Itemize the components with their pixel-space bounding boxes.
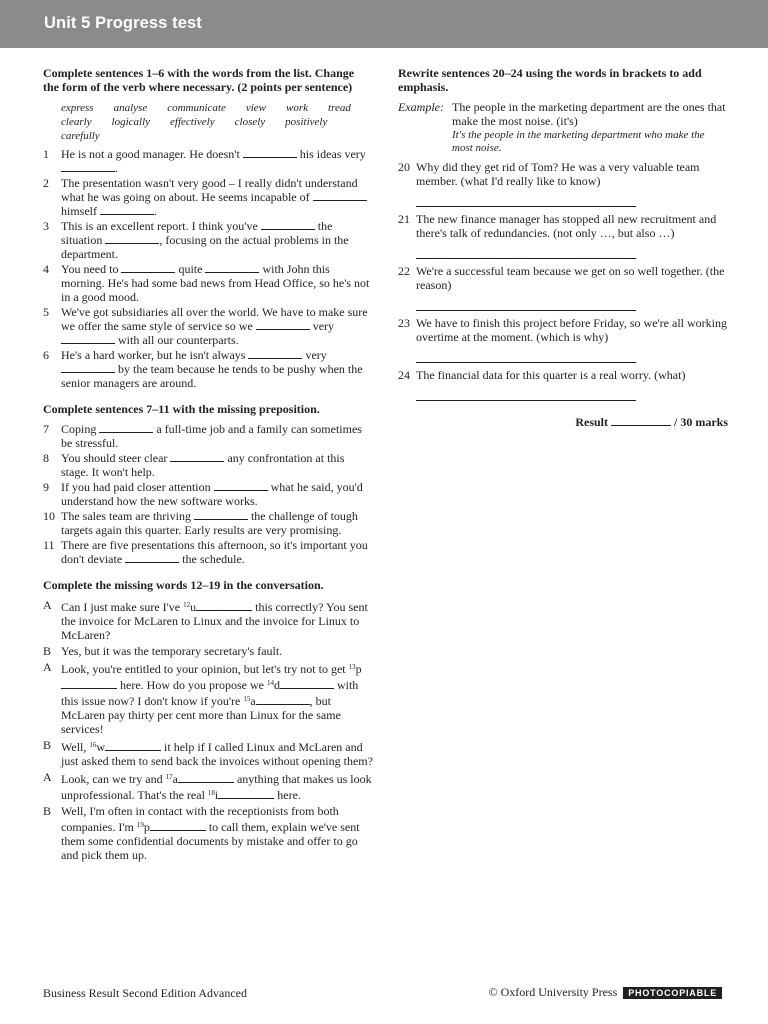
turn-text-part: with this issue now? I don't know if you're: [61, 678, 359, 708]
turn-text-part: p: [143, 820, 150, 834]
result-suffix: / 30 marks: [674, 415, 728, 429]
gap-number: 15: [243, 695, 251, 703]
gap-number: 14: [266, 679, 274, 687]
section4-instruction: Rewrite sentences 20–24 using the words in brackets to add emphasis.: [398, 66, 702, 94]
speaker-label: B: [43, 644, 52, 658]
question-text: [61, 538, 373, 566]
answer-blank[interactable]: [99, 422, 153, 433]
gap-number: 12: [183, 601, 191, 609]
result-blank[interactable]: [611, 415, 671, 426]
question-text-part: with all our counterparts.: [115, 333, 239, 347]
turn-text: [61, 598, 373, 642]
question-number: 1: [43, 147, 49, 161]
footer-right: [488, 985, 722, 1000]
example-answer: It's the people in the marketing department who make the most noise.: [452, 129, 705, 154]
question-number: 20: [398, 160, 410, 174]
question-text-part: We've got subsidiaries all over the world. We have to make sure we offer the same style of service so we: [61, 305, 371, 333]
right-column: [398, 66, 728, 429]
word-list-item: analyse: [113, 102, 148, 114]
question-text-part: You need to: [61, 262, 122, 276]
example-block: [398, 100, 728, 155]
question-item: [43, 305, 373, 347]
turn-text-part: Well, I'm often in contact with the receptionists from both companies. I'm: [61, 804, 339, 834]
rewrite-item: [398, 264, 728, 311]
word-list-item: clearly: [61, 116, 92, 128]
answer-line[interactable]: [416, 382, 636, 401]
question-item: [43, 176, 373, 218]
speaker-label: B: [43, 738, 52, 752]
turn-text: [61, 738, 373, 768]
answer-blank[interactable]: [243, 147, 297, 158]
conversation-turn: [43, 770, 373, 802]
question-item: [43, 509, 373, 537]
question-text-part: There are five presentations this afternoon, so it's important you don't deviate: [61, 538, 371, 566]
answer-blank[interactable]: [280, 678, 334, 689]
answer-blank[interactable]: [61, 678, 117, 689]
speaker-label: A: [43, 660, 52, 674]
question-text-part: Coping: [61, 422, 100, 436]
answer-line[interactable]: [416, 292, 636, 311]
turn-text-part: a: [250, 694, 256, 708]
rewrite-item: [398, 368, 728, 401]
question-text-part: .: [154, 204, 157, 218]
word-list-item: tread: [328, 102, 351, 114]
answer-blank[interactable]: [256, 694, 310, 705]
answer-blank[interactable]: [214, 480, 268, 491]
answer-blank[interactable]: [194, 509, 248, 520]
turn-text-part: Well,: [61, 740, 90, 754]
answer-blank[interactable]: [105, 740, 161, 751]
rewrite-prompt: We have to finish this project before Friday, so we're all working overtime at the moment. (which is why): [416, 316, 727, 344]
turn-text-part: Look, can we try and: [61, 772, 166, 786]
speaker-label: B: [43, 804, 52, 818]
question-number: 6: [43, 348, 49, 362]
question-number: 8: [43, 451, 49, 465]
conversation-turn: [43, 598, 373, 642]
question-item: [43, 451, 373, 479]
gap-number: 16: [89, 741, 97, 749]
question-number: 7: [43, 422, 49, 436]
question-text-part: The presentation wasn't very good – I really didn't understand what he was going on about. He seems incapable of: [61, 176, 361, 204]
photocopiable-badge: PHOTOCOPIABLE: [623, 987, 722, 999]
conversation: [43, 598, 373, 862]
question-number: 9: [43, 480, 49, 494]
question-text-part: the schedule.: [179, 552, 245, 566]
conversation-turn: [43, 804, 373, 862]
question-text: [61, 305, 373, 347]
answer-blank[interactable]: [125, 552, 179, 563]
turn-text-part: p: [355, 662, 362, 676]
question-text-part: himself: [61, 190, 370, 218]
turn-text-part: w: [96, 740, 106, 754]
question-text-part: .: [115, 161, 118, 175]
answer-blank[interactable]: [61, 362, 115, 373]
turn-text-part: i: [214, 788, 219, 802]
turn-text-part: here.: [274, 788, 301, 802]
answer-blank[interactable]: [261, 219, 315, 230]
turn-text-part: it help if I called Linux and McLaren and just asked them to send back the invoices without opening them?: [61, 740, 373, 768]
word-list-item: express: [61, 102, 94, 114]
page-title: Unit 5 Progress test: [44, 14, 202, 32]
word-list-item: effectively: [170, 116, 215, 128]
speaker-label: A: [43, 770, 52, 784]
question-number: 3: [43, 219, 49, 233]
answer-blank[interactable]: [196, 600, 252, 611]
question-text-part: He's a hard worker, but he isn't always: [61, 348, 249, 362]
answer-blank[interactable]: [178, 772, 234, 783]
rewrite-item: [398, 160, 728, 207]
conversation-turn: [43, 738, 373, 768]
answer-blank[interactable]: [313, 190, 367, 201]
question-text-part: This is an excellent report. I think you've: [61, 219, 261, 233]
turn-text-part: here. How do you propose we: [117, 678, 267, 692]
rewrite-item: [398, 316, 728, 363]
question-number: 4: [43, 262, 49, 276]
example-label: Example:: [398, 100, 444, 114]
question-number: 2: [43, 176, 49, 190]
question-item: [43, 422, 373, 450]
word-list-item: communicate: [167, 102, 226, 114]
turn-text-part: this correctly? You sent the invoice for McLaren to Linux and the invoice for Linux to McLaren?: [61, 600, 368, 642]
answer-blank[interactable]: [256, 319, 310, 330]
question-text-part: very: [302, 348, 330, 362]
copyright: © Oxford University Press: [488, 985, 618, 999]
question-number: 11: [43, 538, 55, 552]
question-item: [43, 348, 373, 390]
question-number: 24: [398, 368, 410, 382]
question-text-part: , focusing on the actual problems in the department.: [61, 233, 352, 261]
question-text: [61, 348, 373, 390]
answer-blank[interactable]: [121, 262, 175, 273]
word-list: [61, 101, 373, 143]
question-number: 10: [43, 509, 55, 523]
question-number: 21: [398, 212, 410, 226]
answer-blank[interactable]: [100, 204, 154, 215]
answer-line[interactable]: [416, 240, 636, 259]
section1-instruction: Complete sentences 1–6 with the words from the list. Change the form of the verb where necessary. (2 points per sentence): [43, 66, 355, 94]
question-text-part: quite: [175, 262, 206, 276]
turn-text: [61, 804, 373, 862]
answer-blank[interactable]: [61, 333, 115, 344]
rewrite-item: [398, 212, 728, 259]
word-list-item: logically: [111, 116, 151, 128]
rewrite-prompt: We're a successful team because we get on so well together. (the reason): [416, 264, 725, 292]
section2-items: [43, 422, 373, 566]
question-text-part: very: [309, 319, 338, 333]
conversation-turn: [43, 660, 373, 736]
answer-blank[interactable]: [150, 820, 206, 831]
turn-text-part: Can I just make sure I've: [61, 600, 184, 614]
gap-number: 13: [348, 663, 356, 671]
turn-text: [61, 660, 373, 736]
answer-blank[interactable]: [218, 788, 274, 799]
question-text: [61, 219, 373, 261]
question-text-part: his ideas very: [296, 147, 369, 161]
gap-number: 19: [136, 821, 144, 829]
question-item: [43, 147, 373, 175]
answer-blank[interactable]: [105, 233, 159, 244]
answer-blank[interactable]: [61, 161, 115, 172]
answer-blank[interactable]: [205, 262, 259, 273]
rewrite-prompt: Why did they get rid of Tom? He was a very valuable team member. (what I'd really like to know): [416, 160, 700, 188]
answer-line[interactable]: [416, 188, 636, 207]
question-item: [43, 219, 373, 261]
word-list-item: work: [286, 102, 309, 114]
question-item: [43, 262, 373, 304]
question-item: [43, 538, 373, 566]
question-text: [61, 480, 373, 508]
question-text: [61, 176, 373, 218]
question-number: 22: [398, 264, 410, 278]
question-text-part: what he said, you'd understand how the new software works.: [61, 480, 366, 508]
question-text: [61, 147, 373, 175]
turn-text-part: , but McLaren pay thirty per cent more than Linux for the same services!: [61, 694, 341, 736]
header-bar: [0, 0, 768, 48]
turn-text: [61, 770, 373, 802]
question-text-part: He is not a good manager. He doesn't: [61, 147, 243, 161]
question-text-part: the situation: [61, 219, 336, 247]
question-item: [43, 480, 373, 508]
question-text-part: If you had paid closer attention: [61, 480, 214, 494]
answer-blank[interactable]: [248, 348, 302, 359]
turn-text-part: u: [190, 600, 197, 614]
turn-text: [61, 644, 373, 658]
left-column: [43, 66, 373, 862]
question-text: [61, 422, 373, 450]
result-label: Result: [575, 415, 608, 429]
rewrite-prompt: The new finance manager has stopped all new recruitment and there's talk of redundancies. (not only …, but also …): [416, 212, 717, 240]
section3-instruction: Complete the missing words 12–19 in the conversation.: [43, 578, 324, 592]
result-line: [398, 415, 728, 429]
speaker-label: A: [43, 598, 52, 612]
gap-number: 17: [165, 773, 173, 781]
question-text-part: by the team because he tends to be pushy when the senior managers are around.: [61, 362, 366, 390]
word-list-item: view: [245, 102, 267, 114]
word-list-item: carefully: [61, 130, 100, 142]
turn-text-part: a: [172, 772, 178, 786]
section4-items: [398, 160, 728, 401]
question-text: [61, 451, 373, 479]
question-text-part: You should steer clear: [61, 451, 171, 465]
question-text-part: with John this morning. He's had some bad news from Head Office, so he's not in a good mood.: [61, 262, 373, 304]
question-text-part: any confrontation at this stage. It won't help.: [61, 451, 348, 479]
section2-instruction: Complete sentences 7–11 with the missing preposition.: [43, 402, 320, 416]
section1-items: [43, 147, 373, 390]
example-text: The people in the marketing department are the ones that make the most noise. (it's): [452, 100, 726, 128]
question-number: 5: [43, 305, 49, 319]
rewrite-prompt: The financial data for this quarter is a real worry. (what): [416, 368, 686, 382]
gap-number: 18: [207, 789, 215, 797]
answer-line[interactable]: [416, 344, 636, 363]
footer-title: Business Result Second Edition Advanced: [43, 986, 247, 1000]
turn-text-part: to call them, explain we've sent them some confidential documents by mistake and offer to go and pick them up.: [61, 820, 360, 862]
question-text: [61, 262, 373, 304]
turn-text-part: Yes, but it was the temporary secretary's fault.: [61, 644, 283, 658]
answer-blank[interactable]: [170, 451, 224, 462]
question-number: 23: [398, 316, 410, 330]
turn-text-part: Look, you're entitled to your opinion, but let's try not to get: [61, 662, 349, 676]
turn-text-part: anything that makes us look unprofessional. That's the real: [61, 772, 372, 802]
question-text-part: a full-time job and a family can sometimes be stressful.: [61, 422, 365, 450]
turn-text-part: d: [273, 678, 280, 692]
word-list-item: positively: [285, 116, 328, 128]
question-text-part: the challenge of tough targets again this quarter. Early results are very promising.: [61, 509, 361, 537]
conversation-turn: [43, 644, 373, 658]
word-list-item: closely: [234, 116, 266, 128]
question-text-part: The sales team are thriving: [61, 509, 194, 523]
question-text: [61, 509, 373, 537]
